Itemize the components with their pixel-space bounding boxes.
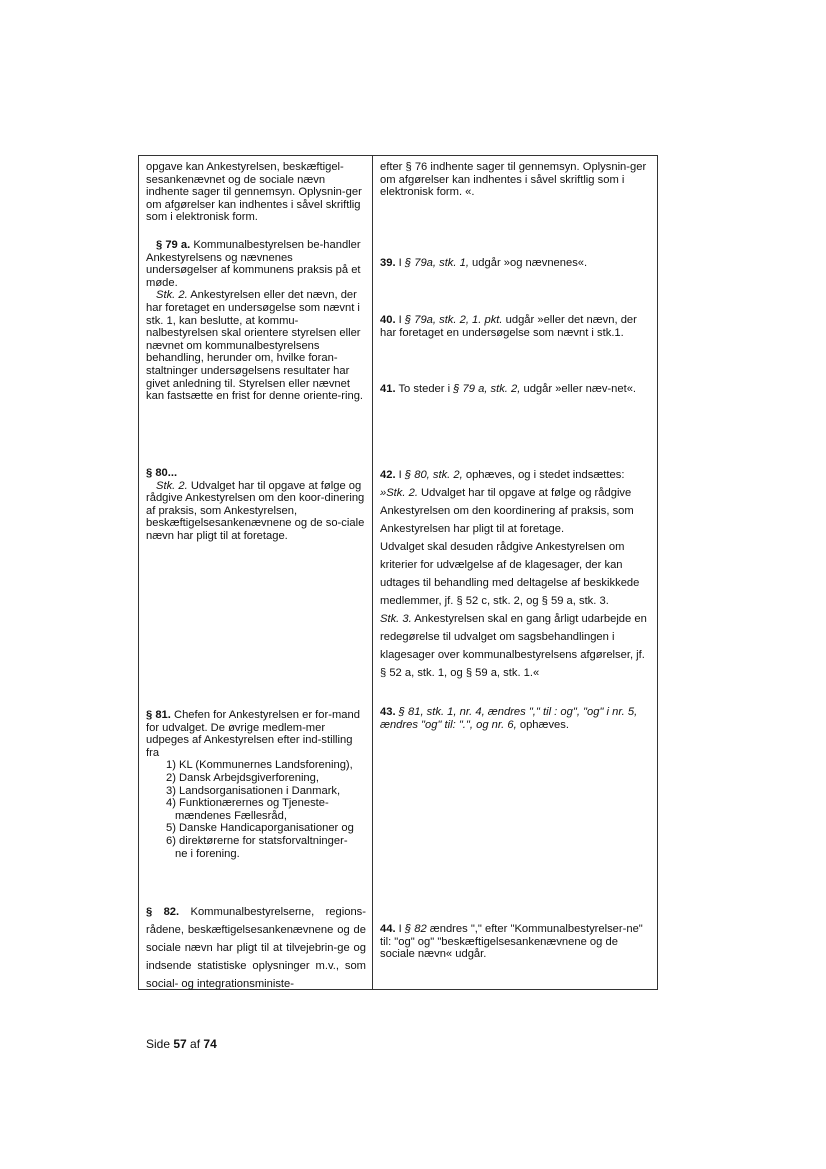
section-80-stk2-text: Udvalget har til opgave at følge og rådgive Ankestyrelsen om den koor-dinering af praksis, som Ankestyrelsen, beskæftigelsesankenævnene og de so-ciale nævn har pligt til at foretage. bbox=[146, 479, 365, 542]
amendment-41: 41. To steder i § 79 a, stk. 2, udgår »eller næv-net«. bbox=[380, 383, 637, 395]
amendment-43: 43. § 81, stk. 1, nr. 4, ændres "," til : og", "og" i nr. 5, ændres "og" til: ".", og nr. 6, ophæves. bbox=[380, 706, 638, 731]
list-item: 4) Funktionærernes og Tjeneste- bbox=[166, 797, 329, 810]
list-item: 3) Landsorganisationen i Danmark, bbox=[166, 784, 341, 797]
list-item: 6) direktørerne for statsforvaltninger- bbox=[166, 834, 348, 847]
right-intro: efter § 76 indhente sager til gennemsyn. Oplysnin-ger om afgørelser kan indhentes i såvel skriftlig som i elektronisk form. «. bbox=[380, 161, 647, 199]
section-81-text: Chefen for Ankestyrelsen er for-mand for udvalget. De øvrige medlem-mer udpeges af Ankestyrelsen efter ind-stilling fra bbox=[146, 709, 360, 759]
section-80 bbox=[146, 467, 366, 543]
section-82 bbox=[146, 903, 366, 993]
amendment-44: 44. I § 82 ændres "," efter "Kommunalbestyrelser-ne" til: "og" og" "beskæftigelsesankenævnene og de sociale nævn« udgår. bbox=[380, 923, 643, 961]
list-item: 2) Dansk Arbejdsgiverforening, bbox=[166, 771, 319, 784]
section-81 bbox=[146, 709, 366, 860]
section-79a-text: Kommunalbestyrelsen be-handler Ankestyrelsens og nævnenes undersøgelser af kommunens praksis på et møde. bbox=[146, 239, 361, 289]
section-80-stk2-label: Stk. 2. bbox=[156, 479, 188, 492]
list-item: 1) KL (Kommunernes Landsforening), bbox=[166, 759, 353, 772]
section-79a bbox=[146, 239, 366, 403]
amendment-40: 40. I § 79a, stk. 2, 1. pkt. udgår »eller det nævn, der har foretaget en undersøgelse som nævnt i stk.1. bbox=[380, 314, 637, 339]
section-80-heading: § 80... bbox=[146, 467, 178, 479]
page-number: Side 57 af 74 bbox=[146, 1037, 217, 1051]
left-intro: opgave kan Ankestyrelsen, beskæftigel-sesankenævnet og de sociale nævn indhente sager til gennemsyn. Oplysnin-ger om afgørelser kan indhentes i såvel skriftlig som i elektronisk form. bbox=[146, 161, 362, 224]
section-82-heading: § 82. bbox=[146, 906, 180, 918]
amendment-39: 39. I § 79a, stk. 1, udgår »og nævnenes«. bbox=[380, 257, 588, 269]
amendment-table bbox=[138, 155, 658, 990]
list-item: ne i forening. bbox=[175, 847, 240, 860]
section-81-heading: § 81. bbox=[146, 709, 171, 721]
amendment-42: 42. I § 80, stk. 2, ophæves, og i stedet indsættes: »Stk. 2. Udvalget har til opgave at følge og rådgive Ankestyrelsen om den koordinering af praksis, som Ankestyrelsen har pligt til at foretage. Udvalget skal desuden rådgive Ankestyrelsen om kriterier for udvælgelse af de klagesager, der kan udtages til behandling med deltagelse af beskikkede medlemmer, jf. § 52 c, stk. 2, og § 59 a, stk. 3. Stk. 3. Ankestyrelsen skal en gang årligt udarbejde en redegørelse til udvalget om sagsbehandlingen i klagesager over kommunalbestyrelsens afgørelser, jf. § 52 a, stk. 1, og § 59 a, stk. 1.« bbox=[380, 469, 647, 679]
section-81-list bbox=[146, 759, 366, 860]
section-79a-heading: § 79 a. bbox=[156, 239, 191, 251]
column-divider bbox=[372, 156, 373, 989]
list-item: 5) Danske Handicaporganisationer og bbox=[166, 822, 354, 835]
section-79a-stk2-label: Stk. 2. bbox=[156, 289, 188, 302]
section-82-text: Kommunalbestyrelserne, regions-rådene, beskæftigelsesankenævnene og de sociale nævn har pligt til at tilvejebrin-ge og indsende statistiske oplysninger m.v., som social- og integrationsministe- bbox=[146, 906, 367, 990]
section-79a-stk2-text: Ankestyrelsen eller det nævn, der har foretaget en undersøgelse som nævnt i stk. 1, kan beslutte, at kommu-nalbestyrelsen skal orientere styrelsen eller nævnet om kommunalbestyrelsens behandling, herunder om, hvilke foran-staltninger undersøgelsens resultater har givet anledning til. Styrelsen eller nævnet kan fastsætte en frist for denne oriente-ring. bbox=[146, 289, 364, 403]
list-item: mændenes Fællesråd, bbox=[175, 809, 287, 822]
